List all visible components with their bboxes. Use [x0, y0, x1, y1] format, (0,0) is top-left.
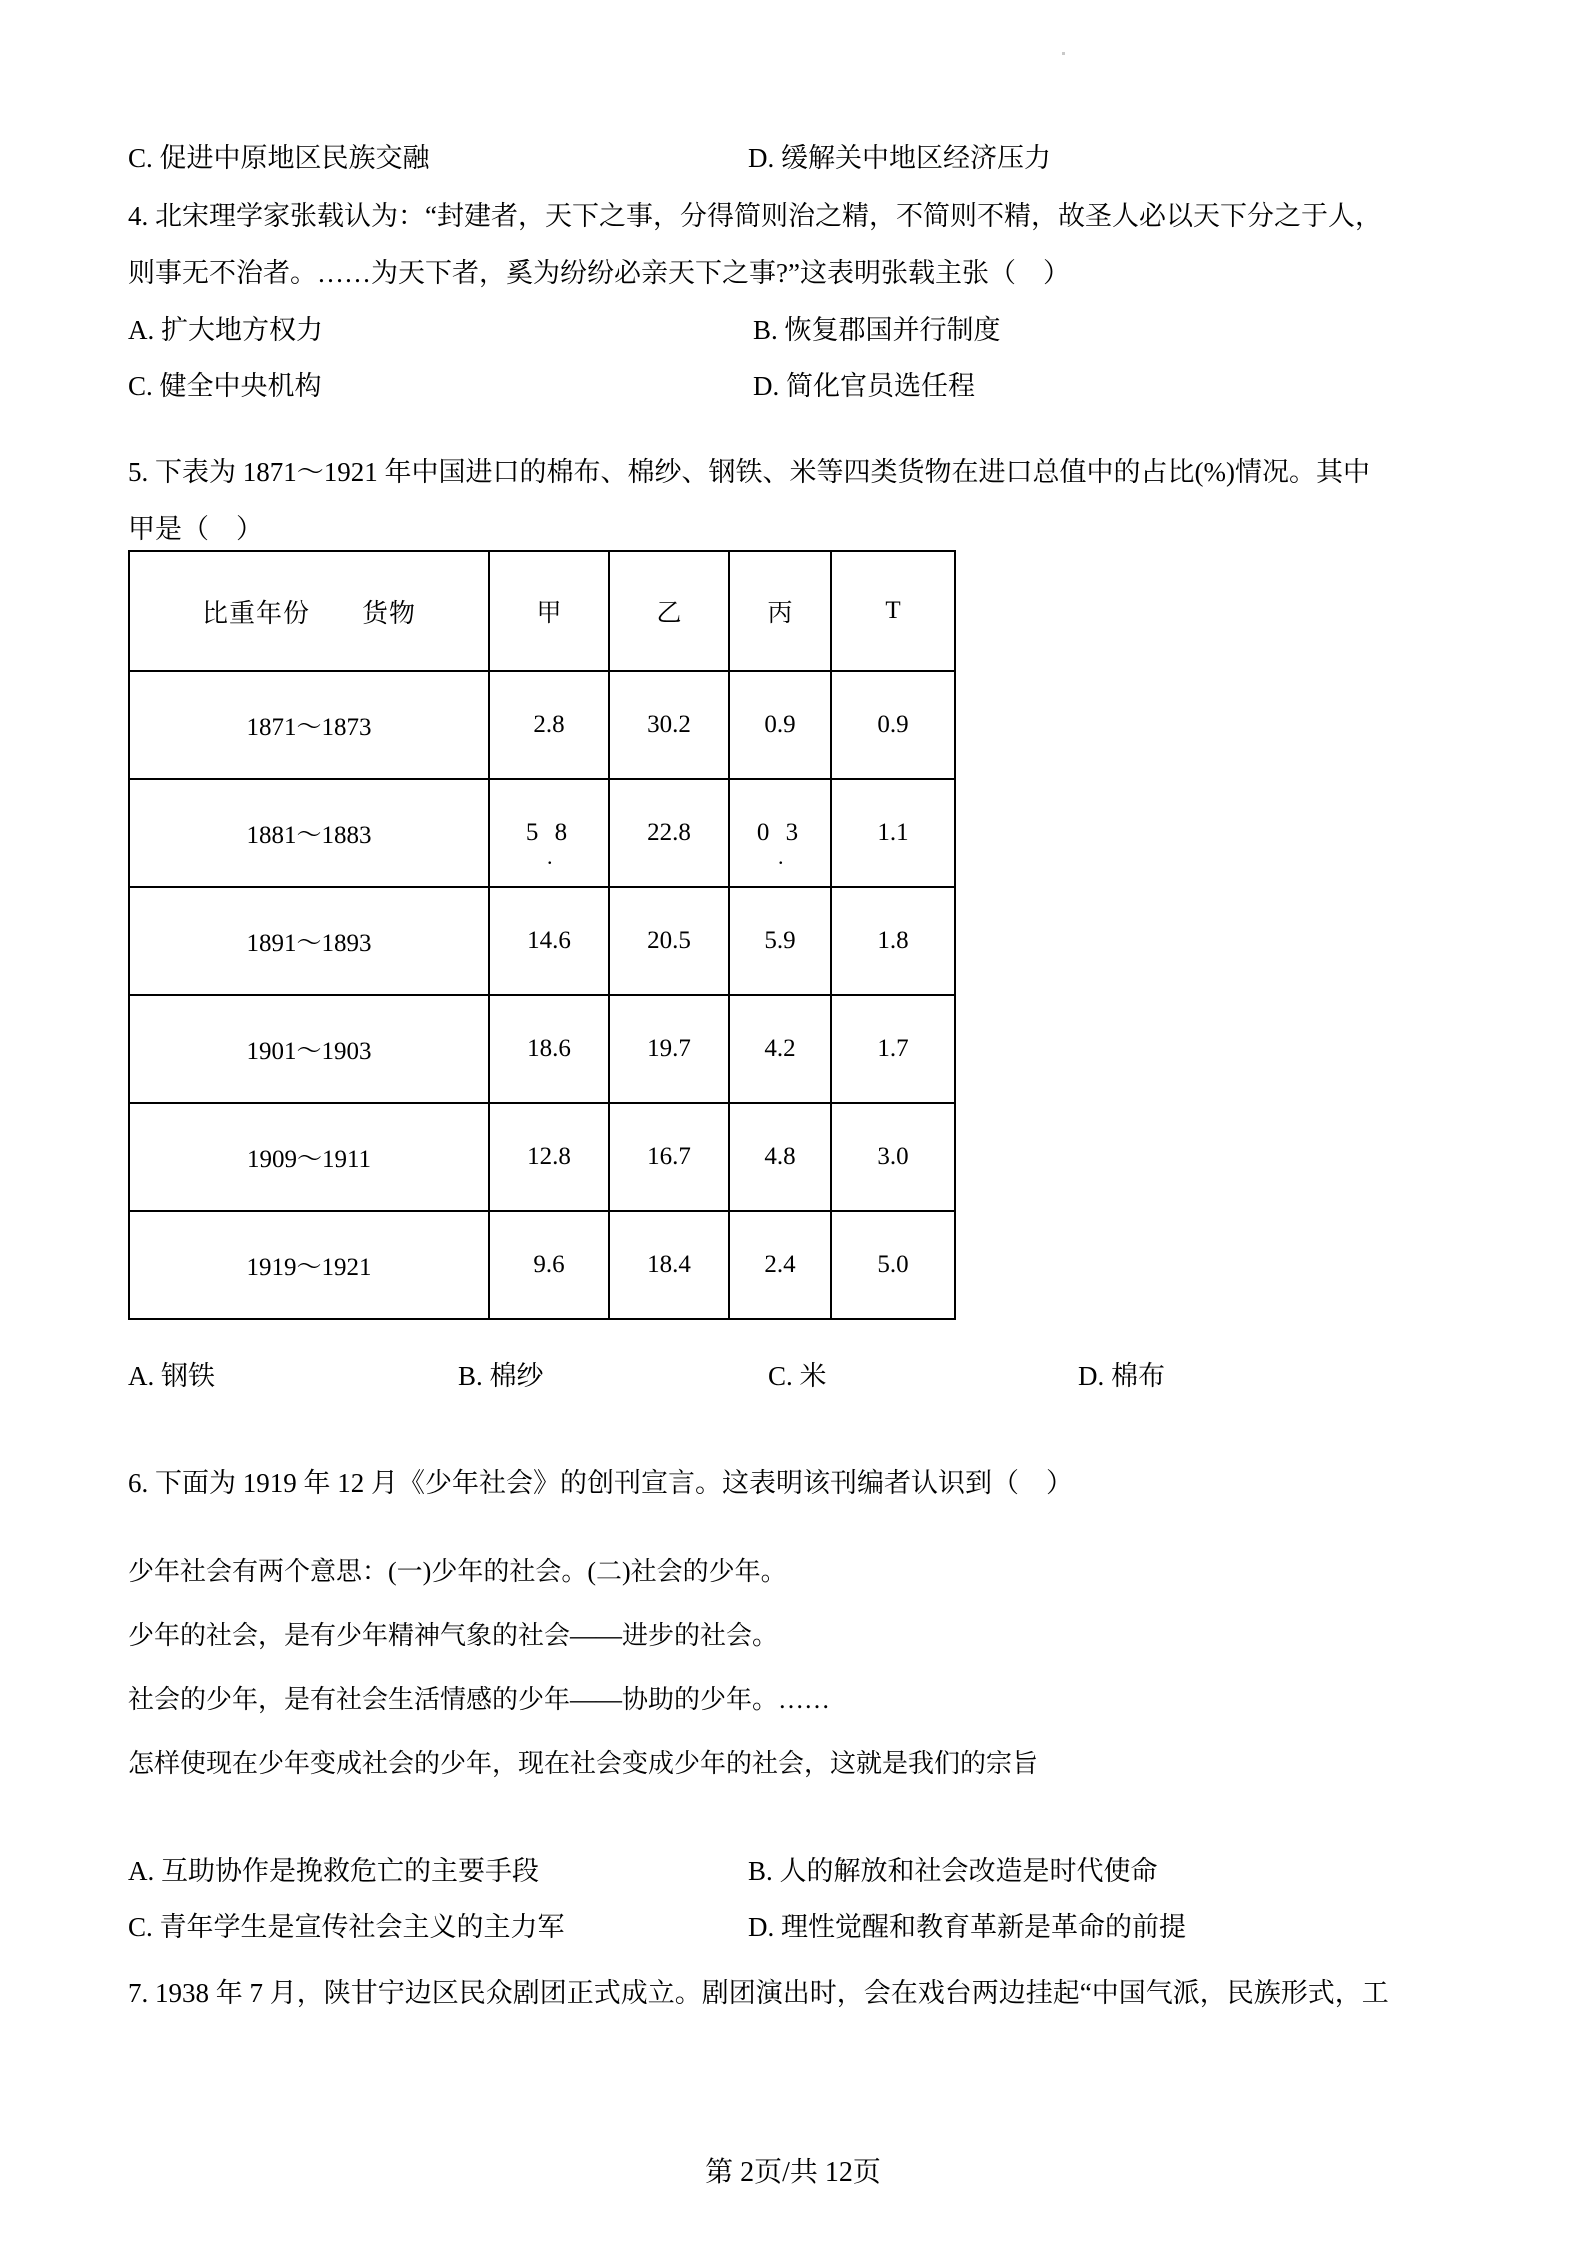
question-5-option-b[interactable]: B. 棉纱 [458, 1361, 544, 1391]
question-4-option-row-cd [128, 358, 1460, 414]
table-row [129, 1211, 955, 1319]
question-5-options [128, 1348, 1460, 1404]
question-4-option-d[interactable]: D. 简化官员选任程 [753, 371, 975, 401]
table-cell-period: 1919～1921 [129, 1211, 489, 1319]
question-6-quote-line: 少年社会有两个意思：(一)少年的社会。(二)社会的少年。 [128, 1557, 787, 1586]
question-5-option-d[interactable]: D. 棉布 [1078, 1361, 1165, 1391]
table-cell-value [729, 779, 831, 887]
question-4-option-b[interactable]: B. 恢复郡国并行制度 [753, 315, 1001, 345]
question-6-option-c[interactable]: C. 青年学生是宣传社会主义的主力军 [128, 1912, 565, 1942]
table-cell-period: 1871～1873 [129, 671, 489, 779]
table-cell-period: 1909～1911 [129, 1103, 489, 1211]
split-decimal-point: . [778, 844, 784, 869]
carryover-option-c: C. 促进中原地区民族交融 [128, 143, 430, 173]
table-corner-inner [130, 552, 488, 670]
scan-artifact-dot [1062, 52, 1065, 55]
question-4-option-row-ab [128, 302, 1460, 358]
question-6-option-row-ab [128, 1843, 1460, 1899]
table-cell-value: 12.8 [489, 1103, 609, 1211]
table-cell-value [489, 779, 609, 887]
question-4-stem-line-1: 4. 北宋理学家张载认为：“封建者，天下之事，分得简则治之精，不简则不精，故圣人必以天下分之于人， [128, 201, 1382, 231]
import-share-table [128, 550, 956, 1320]
question-5-option-c[interactable]: C. 米 [768, 1361, 827, 1391]
table-header-row [129, 551, 955, 671]
table-cell-value: 20.5 [609, 887, 729, 995]
table-cell-value: 2.8 [489, 671, 609, 779]
table-cell-value: 16.7 [609, 1103, 729, 1211]
page-footer: 第 2页/共 12页 [705, 2157, 881, 2188]
question-7-stem-text: 7. 1938 年 7 月，陕甘宁边区民众剧团正式成立。剧团演出时，会在戏台两边挂起“中国气派，民族形式，工 [128, 1978, 1389, 2008]
table-cell-value: 30.2 [609, 671, 729, 779]
table-col-header-1: 甲 [489, 551, 609, 671]
table-cell-value: 4.8 [729, 1103, 831, 1211]
question-6-option-d[interactable]: D. 理性觉醒和教育革新是革命的前提 [748, 1912, 1186, 1942]
question-7-stem [128, 1965, 1460, 2022]
question-5-stem-line-2: 甲是（ ） [128, 514, 263, 544]
carryover-option-row [128, 130, 1460, 186]
question-5-option-a[interactable]: A. 钢铁 [128, 1361, 215, 1391]
table-cell-value: 18.4 [609, 1211, 729, 1319]
question-6-quote-block [128, 1540, 1460, 1796]
table-cell-value: 2.4 [729, 1211, 831, 1319]
question-6-quote-line: 少年的社会，是有少年精神气象的社会——进步的社会。 [128, 1621, 779, 1650]
question-6-quote-line: 社会的少年，是有社会生活情感的少年——协助的少年。…… [128, 1685, 831, 1714]
table-cell-value: 9.6 [489, 1211, 609, 1319]
table-cell-period: 1901～1903 [129, 995, 489, 1103]
table-col-header-2: 乙 [609, 551, 729, 671]
split-decimal-digits: 5 8 [525, 819, 573, 846]
table-cell-value: 3.0 [831, 1103, 955, 1211]
question-4-option-a[interactable]: A. 扩大地方权力 [128, 315, 323, 345]
table-corner-col-label: 货物 [362, 598, 417, 628]
import-share-table-wrapper [128, 550, 1460, 1320]
table-col-header-3: 丙 [729, 551, 831, 671]
split-decimal-point: . [547, 844, 553, 869]
question-4-stem [128, 188, 1460, 302]
question-6-option-row-cd [128, 1899, 1460, 1955]
split-decimal-value [525, 819, 573, 869]
table-col-header-4: T [831, 551, 955, 671]
question-6-quote-line: 怎样使现在少年变成社会的少年，现在社会变成少年的社会，这就是我们的宗旨 [128, 1749, 1039, 1778]
table-cell-value: 18.6 [489, 995, 609, 1103]
question-6-options [128, 1843, 1460, 1955]
carryover-option-d: D. 缓解关中地区经济压力 [748, 143, 1051, 173]
question-6-option-b[interactable]: B. 人的解放和社会改造是时代使命 [748, 1856, 1158, 1886]
table-cell-value: 1.7 [831, 995, 955, 1103]
table-cell-period: 1881～1883 [129, 779, 489, 887]
table-cell-value: 0.9 [831, 671, 955, 779]
table-row [129, 887, 955, 995]
table-row [129, 779, 955, 887]
table-cell-value: 14.6 [489, 887, 609, 995]
table-cell-value: 0.9 [729, 671, 831, 779]
import-share-table-body [129, 551, 955, 1319]
question-4-options [128, 302, 1460, 414]
table-row [129, 995, 955, 1103]
table-row [129, 1103, 955, 1211]
split-decimal-value [756, 819, 804, 869]
question-4-option-c[interactable]: C. 健全中央机构 [128, 371, 322, 401]
question-6-option-a[interactable]: A. 互助协作是挽救危亡的主要手段 [128, 1856, 539, 1886]
question-5-stem [128, 444, 1460, 558]
question-4-stem-line-2: 则事无不治者。……为天下者，奚为纷纷必亲天下之事?”这表明张载主张（ ） [128, 258, 1070, 288]
table-corner-cell [129, 551, 489, 671]
question-6-stem-text: 6. 下面为 1919 年 12 月《少年社会》的创刊宣言。这表明该刊编者认识到（ ） [128, 1468, 1073, 1498]
table-corner-labels [130, 552, 488, 670]
table-cell-value: 19.7 [609, 995, 729, 1103]
table-cell-value: 5.0 [831, 1211, 955, 1319]
table-corner-row-label: 比重年份 [201, 598, 310, 628]
question-5-stem-line-1: 5. 下表为 1871～1921 年中国进口的棉布、棉纱、钢铁、米等四类货物在进口总值中的占比(%)情况。其中 [128, 457, 1370, 487]
table-cell-value: 4.2 [729, 995, 831, 1103]
table-row [129, 671, 955, 779]
table-cell-value: 1.8 [831, 887, 955, 995]
table-cell-value: 1.1 [831, 779, 955, 887]
question-6-stem [128, 1455, 1460, 1512]
table-cell-value: 5.9 [729, 887, 831, 995]
split-decimal-digits: 0 3 [756, 819, 804, 846]
table-cell-value: 22.8 [609, 779, 729, 887]
table-cell-period: 1891～1893 [129, 887, 489, 995]
